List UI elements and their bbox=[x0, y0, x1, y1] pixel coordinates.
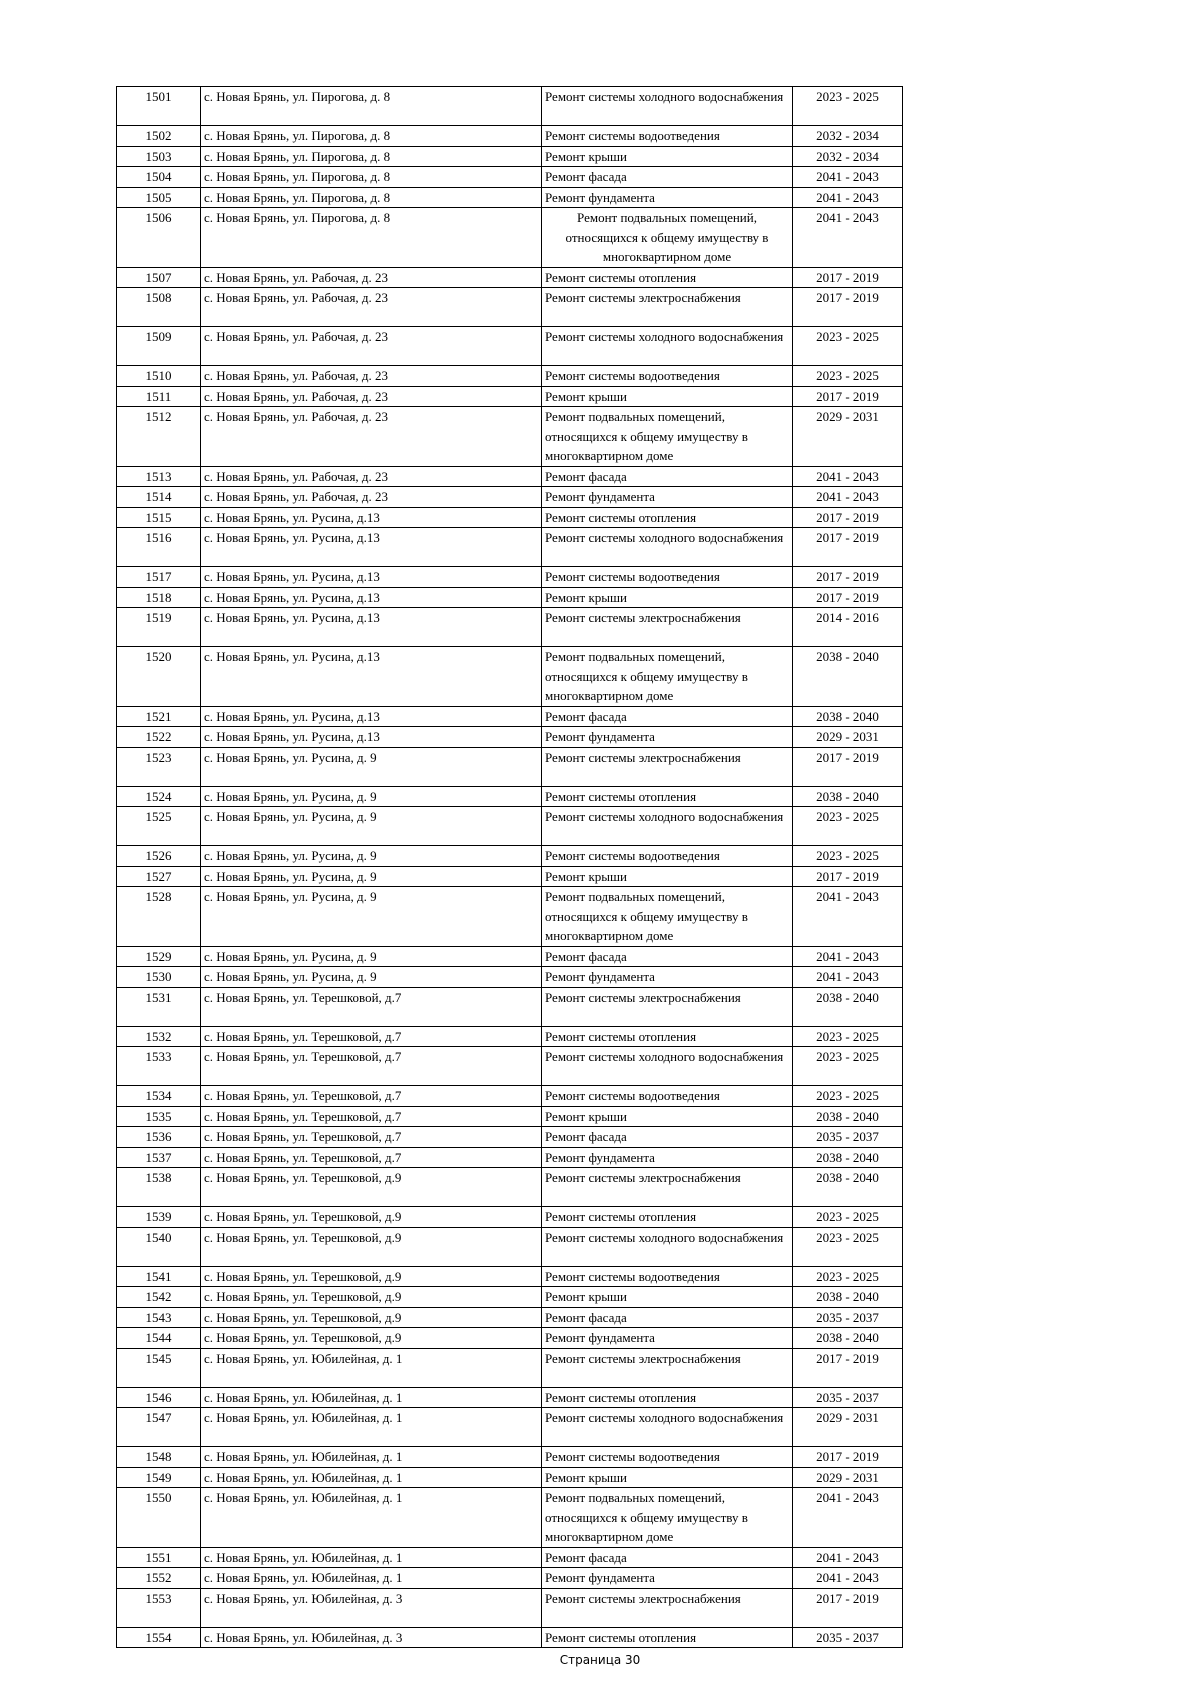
table-row bbox=[117, 208, 903, 268]
table-row bbox=[117, 366, 903, 387]
table-row bbox=[117, 1266, 903, 1287]
period-cell: 2041 - 2043 bbox=[793, 946, 903, 967]
table-row bbox=[117, 608, 903, 647]
work-type-cell: Ремонт фасада bbox=[542, 1307, 793, 1328]
address-cell: с. Новая Брянь, ул. Терешковой, д.7 bbox=[201, 1026, 542, 1047]
row-number: 1529 bbox=[117, 946, 201, 967]
work-type-cell: Ремонт крыши bbox=[542, 386, 793, 407]
row-number: 1539 bbox=[117, 1207, 201, 1228]
row-number: 1533 bbox=[117, 1047, 201, 1086]
address-cell: с. Новая Брянь, ул. Терешковой, д.9 bbox=[201, 1287, 542, 1308]
row-number: 1510 bbox=[117, 366, 201, 387]
table-row bbox=[117, 1348, 903, 1387]
address-cell: с. Новая Брянь, ул. Рабочая, д. 23 bbox=[201, 407, 542, 467]
address-cell: с. Новая Брянь, ул. Юбилейная, д. 1 bbox=[201, 1488, 542, 1548]
table-row bbox=[117, 126, 903, 147]
row-number: 1517 bbox=[117, 567, 201, 588]
work-type-cell: Ремонт крыши bbox=[542, 866, 793, 887]
address-cell: с. Новая Брянь, ул. Рабочая, д. 23 bbox=[201, 386, 542, 407]
address-cell: с. Новая Брянь, ул. Русина, д. 9 bbox=[201, 846, 542, 867]
address-cell: с. Новая Брянь, ул. Пирогова, д. 8 bbox=[201, 87, 542, 126]
table-row bbox=[117, 1086, 903, 1107]
address-cell: с. Новая Брянь, ул. Пирогова, д. 8 bbox=[201, 126, 542, 147]
work-type-cell: Ремонт подвальных помещений, относящихся к общему имуществу в многоквартирном доме bbox=[542, 647, 793, 707]
row-number: 1531 bbox=[117, 987, 201, 1026]
row-number: 1518 bbox=[117, 587, 201, 608]
table-row bbox=[117, 466, 903, 487]
address-cell: с. Новая Брянь, ул. Юбилейная, д. 1 bbox=[201, 1387, 542, 1408]
address-cell: с. Новая Брянь, ул. Русина, д. 9 bbox=[201, 786, 542, 807]
row-number: 1514 bbox=[117, 487, 201, 508]
table-row bbox=[117, 267, 903, 288]
address-cell: с. Новая Брянь, ул. Пирогова, д. 8 bbox=[201, 167, 542, 188]
row-number: 1513 bbox=[117, 466, 201, 487]
table-row bbox=[117, 1568, 903, 1589]
period-cell: 2035 - 2037 bbox=[793, 1307, 903, 1328]
table-row bbox=[117, 1588, 903, 1627]
address-cell: с. Новая Брянь, ул. Пирогова, д. 8 bbox=[201, 146, 542, 167]
work-type-cell: Ремонт системы холодного водоснабжения bbox=[542, 1408, 793, 1447]
row-number: 1511 bbox=[117, 386, 201, 407]
table-row bbox=[117, 167, 903, 188]
row-number: 1502 bbox=[117, 126, 201, 147]
row-number: 1509 bbox=[117, 327, 201, 366]
work-type-cell: Ремонт крыши bbox=[542, 1467, 793, 1488]
work-type-cell: Ремонт подвальных помещений, относящихся к общему имуществу в многоквартирном доме bbox=[542, 1488, 793, 1548]
work-type-cell: Ремонт системы холодного водоснабжения bbox=[542, 87, 793, 126]
address-cell: с. Новая Брянь, ул. Русина, д. 9 bbox=[201, 946, 542, 967]
address-cell: с. Новая Брянь, ул. Терешковой, д.9 bbox=[201, 1168, 542, 1207]
address-cell: с. Новая Брянь, ул. Терешковой, д.7 bbox=[201, 1127, 542, 1148]
work-type-cell: Ремонт системы холодного водоснабжения bbox=[542, 327, 793, 366]
row-number: 1512 bbox=[117, 407, 201, 467]
period-cell: 2035 - 2037 bbox=[793, 1627, 903, 1648]
row-number: 1538 bbox=[117, 1168, 201, 1207]
work-type-cell: Ремонт фасада bbox=[542, 706, 793, 727]
work-type-cell: Ремонт фасада bbox=[542, 946, 793, 967]
table-row bbox=[117, 187, 903, 208]
row-number: 1545 bbox=[117, 1348, 201, 1387]
work-type-cell: Ремонт фасада bbox=[542, 1547, 793, 1568]
row-number: 1504 bbox=[117, 167, 201, 188]
table-row bbox=[117, 1168, 903, 1207]
work-type-cell: Ремонт фундамента bbox=[542, 487, 793, 508]
work-type-cell: Ремонт системы холодного водоснабжения bbox=[542, 528, 793, 567]
table-row bbox=[117, 1287, 903, 1308]
period-cell: 2035 - 2037 bbox=[793, 1127, 903, 1148]
row-number: 1516 bbox=[117, 528, 201, 567]
address-cell: с. Новая Брянь, ул. Пирогова, д. 8 bbox=[201, 208, 542, 268]
address-cell: с. Новая Брянь, ул. Русина, д.13 bbox=[201, 608, 542, 647]
period-cell: 2023 - 2025 bbox=[793, 1086, 903, 1107]
row-number: 1524 bbox=[117, 786, 201, 807]
row-number: 1527 bbox=[117, 866, 201, 887]
period-cell: 2038 - 2040 bbox=[793, 987, 903, 1026]
period-cell: 2041 - 2043 bbox=[793, 1488, 903, 1548]
work-type-cell: Ремонт системы электроснабжения bbox=[542, 987, 793, 1026]
address-cell: с. Новая Брянь, ул. Рабочая, д. 23 bbox=[201, 366, 542, 387]
address-cell: с. Новая Брянь, ул. Русина, д. 9 bbox=[201, 747, 542, 786]
address-cell: с. Новая Брянь, ул. Рабочая, д. 23 bbox=[201, 288, 542, 327]
work-type-cell: Ремонт системы электроснабжения bbox=[542, 1348, 793, 1387]
work-type-cell: Ремонт фундамента bbox=[542, 1147, 793, 1168]
period-cell: 2038 - 2040 bbox=[793, 1328, 903, 1349]
table-row bbox=[117, 727, 903, 748]
period-cell: 2041 - 2043 bbox=[793, 1547, 903, 1568]
row-number: 1535 bbox=[117, 1106, 201, 1127]
address-cell: с. Новая Брянь, ул. Русина, д.13 bbox=[201, 567, 542, 588]
table-row bbox=[117, 386, 903, 407]
work-type-cell: Ремонт системы холодного водоснабжения bbox=[542, 1227, 793, 1266]
table-row bbox=[117, 587, 903, 608]
period-cell: 2029 - 2031 bbox=[793, 1467, 903, 1488]
address-cell: с. Новая Брянь, ул. Рабочая, д. 23 bbox=[201, 327, 542, 366]
row-number: 1548 bbox=[117, 1447, 201, 1468]
address-cell: с. Новая Брянь, ул. Юбилейная, д. 1 bbox=[201, 1568, 542, 1589]
address-cell: с. Новая Брянь, ул. Русина, д. 9 bbox=[201, 887, 542, 947]
address-cell: с. Новая Брянь, ул. Терешковой, д.7 bbox=[201, 1106, 542, 1127]
address-cell: с. Новая Брянь, ул. Русина, д.13 bbox=[201, 706, 542, 727]
work-type-cell: Ремонт крыши bbox=[542, 1287, 793, 1308]
work-type-cell: Ремонт системы отопления bbox=[542, 1387, 793, 1408]
work-type-cell: Ремонт подвальных помещений, относящихся к общему имуществу в многоквартирном доме bbox=[542, 887, 793, 947]
row-number: 1542 bbox=[117, 1287, 201, 1308]
table-row bbox=[117, 146, 903, 167]
row-number: 1546 bbox=[117, 1387, 201, 1408]
period-cell: 2041 - 2043 bbox=[793, 887, 903, 947]
work-type-cell: Ремонт фундамента bbox=[542, 727, 793, 748]
table-row bbox=[117, 1227, 903, 1266]
table-row bbox=[117, 1627, 903, 1648]
work-type-cell: Ремонт системы отопления bbox=[542, 267, 793, 288]
address-cell: с. Новая Брянь, ул. Русина, д. 9 bbox=[201, 866, 542, 887]
address-cell: с. Новая Брянь, ул. Пирогова, д. 8 bbox=[201, 187, 542, 208]
period-cell: 2029 - 2031 bbox=[793, 1408, 903, 1447]
work-type-cell: Ремонт системы водоотведения bbox=[542, 846, 793, 867]
period-cell: 2017 - 2019 bbox=[793, 528, 903, 567]
row-number: 1554 bbox=[117, 1627, 201, 1648]
period-cell: 2023 - 2025 bbox=[793, 1047, 903, 1086]
period-cell: 2023 - 2025 bbox=[793, 327, 903, 366]
period-cell: 2041 - 2043 bbox=[793, 487, 903, 508]
row-number: 1552 bbox=[117, 1568, 201, 1589]
period-cell: 2038 - 2040 bbox=[793, 1287, 903, 1308]
period-cell: 2035 - 2037 bbox=[793, 1387, 903, 1408]
row-number: 1521 bbox=[117, 706, 201, 727]
row-number: 1507 bbox=[117, 267, 201, 288]
period-cell: 2041 - 2043 bbox=[793, 187, 903, 208]
work-type-cell: Ремонт системы холодного водоснабжения bbox=[542, 1047, 793, 1086]
period-cell: 2041 - 2043 bbox=[793, 167, 903, 188]
period-cell: 2023 - 2025 bbox=[793, 807, 903, 846]
table-row bbox=[117, 1106, 903, 1127]
address-cell: с. Новая Брянь, ул. Терешковой, д.9 bbox=[201, 1266, 542, 1287]
row-number: 1520 bbox=[117, 647, 201, 707]
row-number: 1532 bbox=[117, 1026, 201, 1047]
row-number: 1534 bbox=[117, 1086, 201, 1107]
work-type-cell: Ремонт системы водоотведения bbox=[542, 567, 793, 588]
work-type-cell: Ремонт системы водоотведения bbox=[542, 1266, 793, 1287]
period-cell: 2038 - 2040 bbox=[793, 786, 903, 807]
row-number: 1528 bbox=[117, 887, 201, 947]
period-cell: 2017 - 2019 bbox=[793, 288, 903, 327]
period-cell: 2023 - 2025 bbox=[793, 1026, 903, 1047]
work-type-cell: Ремонт фасада bbox=[542, 167, 793, 188]
address-cell: с. Новая Брянь, ул. Юбилейная, д. 1 bbox=[201, 1348, 542, 1387]
work-type-cell: Ремонт системы отопления bbox=[542, 1207, 793, 1228]
work-type-cell: Ремонт системы электроснабжения bbox=[542, 1168, 793, 1207]
address-cell: с. Новая Брянь, ул. Русина, д.13 bbox=[201, 528, 542, 567]
row-number: 1506 bbox=[117, 208, 201, 268]
row-number: 1508 bbox=[117, 288, 201, 327]
period-cell: 2017 - 2019 bbox=[793, 507, 903, 528]
period-cell: 2023 - 2025 bbox=[793, 87, 903, 126]
work-type-cell: Ремонт системы холодного водоснабжения bbox=[542, 807, 793, 846]
table-row bbox=[117, 1328, 903, 1349]
period-cell: 2038 - 2040 bbox=[793, 1147, 903, 1168]
row-number: 1549 bbox=[117, 1467, 201, 1488]
address-cell: с. Новая Брянь, ул. Терешковой, д.9 bbox=[201, 1207, 542, 1228]
row-number: 1526 bbox=[117, 846, 201, 867]
table-row bbox=[117, 288, 903, 327]
table-row bbox=[117, 487, 903, 508]
table-row bbox=[117, 507, 903, 528]
period-cell: 2023 - 2025 bbox=[793, 1207, 903, 1228]
table-row bbox=[117, 946, 903, 967]
work-type-cell: Ремонт системы электроснабжения bbox=[542, 288, 793, 327]
period-cell: 2029 - 2031 bbox=[793, 407, 903, 467]
table-row bbox=[117, 1447, 903, 1468]
row-number: 1547 bbox=[117, 1408, 201, 1447]
address-cell: с. Новая Брянь, ул. Терешковой, д.9 bbox=[201, 1328, 542, 1349]
address-cell: с. Новая Брянь, ул. Русина, д.13 bbox=[201, 587, 542, 608]
period-cell: 2017 - 2019 bbox=[793, 1588, 903, 1627]
table-row bbox=[117, 1547, 903, 1568]
row-number: 1536 bbox=[117, 1127, 201, 1148]
table-row bbox=[117, 747, 903, 786]
row-number: 1537 bbox=[117, 1147, 201, 1168]
period-cell: 2017 - 2019 bbox=[793, 747, 903, 786]
work-type-cell: Ремонт системы отопления bbox=[542, 507, 793, 528]
period-cell: 2023 - 2025 bbox=[793, 1266, 903, 1287]
work-type-cell: Ремонт фундамента bbox=[542, 1328, 793, 1349]
period-cell: 2023 - 2025 bbox=[793, 366, 903, 387]
table-row bbox=[117, 967, 903, 988]
period-cell: 2038 - 2040 bbox=[793, 1106, 903, 1127]
period-cell: 2041 - 2043 bbox=[793, 466, 903, 487]
page-number: Страница 30 bbox=[559, 1653, 641, 1667]
table-body bbox=[117, 87, 903, 1648]
table-row bbox=[117, 807, 903, 846]
row-number: 1523 bbox=[117, 747, 201, 786]
address-cell: с. Новая Брянь, ул. Юбилейная, д. 3 bbox=[201, 1588, 542, 1627]
period-cell: 2032 - 2034 bbox=[793, 126, 903, 147]
table-row bbox=[117, 706, 903, 727]
work-type-cell: Ремонт крыши bbox=[542, 1106, 793, 1127]
work-type-cell: Ремонт системы отопления bbox=[542, 786, 793, 807]
address-cell: с. Новая Брянь, ул. Русина, д. 9 bbox=[201, 967, 542, 988]
period-cell: 2017 - 2019 bbox=[793, 267, 903, 288]
table-row bbox=[117, 567, 903, 588]
row-number: 1519 bbox=[117, 608, 201, 647]
address-cell: с. Новая Брянь, ул. Русина, д.13 bbox=[201, 727, 542, 748]
address-cell: с. Новая Брянь, ул. Терешковой, д.9 bbox=[201, 1227, 542, 1266]
period-cell: 2038 - 2040 bbox=[793, 647, 903, 707]
row-number: 1501 bbox=[117, 87, 201, 126]
period-cell: 2041 - 2043 bbox=[793, 208, 903, 268]
period-cell: 2032 - 2034 bbox=[793, 146, 903, 167]
work-type-cell: Ремонт фундамента bbox=[542, 187, 793, 208]
period-cell: 2041 - 2043 bbox=[793, 1568, 903, 1589]
table-row bbox=[117, 846, 903, 867]
row-number: 1544 bbox=[117, 1328, 201, 1349]
row-number: 1515 bbox=[117, 507, 201, 528]
work-type-cell: Ремонт фасада bbox=[542, 466, 793, 487]
work-type-cell: Ремонт системы водоотведения bbox=[542, 366, 793, 387]
work-type-cell: Ремонт системы отопления bbox=[542, 1026, 793, 1047]
period-cell: 2014 - 2016 bbox=[793, 608, 903, 647]
period-cell: 2029 - 2031 bbox=[793, 727, 903, 748]
work-type-cell: Ремонт системы электроснабжения bbox=[542, 747, 793, 786]
row-number: 1540 bbox=[117, 1227, 201, 1266]
table-row bbox=[117, 1207, 903, 1228]
work-type-cell: Ремонт системы электроснабжения bbox=[542, 608, 793, 647]
table-row bbox=[117, 786, 903, 807]
period-cell: 2041 - 2043 bbox=[793, 967, 903, 988]
period-cell: 2017 - 2019 bbox=[793, 587, 903, 608]
address-cell: с. Новая Брянь, ул. Рабочая, д. 23 bbox=[201, 267, 542, 288]
period-cell: 2017 - 2019 bbox=[793, 386, 903, 407]
address-cell: с. Новая Брянь, ул. Русина, д.13 bbox=[201, 507, 542, 528]
period-cell: 2017 - 2019 bbox=[793, 567, 903, 588]
address-cell: с. Новая Брянь, ул. Рабочая, д. 23 bbox=[201, 466, 542, 487]
row-number: 1553 bbox=[117, 1588, 201, 1627]
period-cell: 2038 - 2040 bbox=[793, 706, 903, 727]
row-number: 1525 bbox=[117, 807, 201, 846]
table-row bbox=[117, 327, 903, 366]
period-cell: 2017 - 2019 bbox=[793, 866, 903, 887]
period-cell: 2017 - 2019 bbox=[793, 1447, 903, 1468]
table-row bbox=[117, 1467, 903, 1488]
table-row bbox=[117, 887, 903, 947]
work-type-cell: Ремонт фундамента bbox=[542, 1568, 793, 1589]
period-cell: 2023 - 2025 bbox=[793, 1227, 903, 1266]
address-cell: с. Новая Брянь, ул. Русина, д.13 bbox=[201, 647, 542, 707]
work-type-cell: Ремонт подвальных помещений, относящихся к общему имуществу в многоквартирном доме bbox=[542, 208, 793, 268]
work-type-cell: Ремонт крыши bbox=[542, 146, 793, 167]
period-cell: 2023 - 2025 bbox=[793, 846, 903, 867]
table-row bbox=[117, 407, 903, 467]
work-type-cell: Ремонт фасада bbox=[542, 1127, 793, 1148]
work-type-cell: Ремонт фундамента bbox=[542, 967, 793, 988]
address-cell: с. Новая Брянь, ул. Терешковой, д.7 bbox=[201, 1086, 542, 1107]
row-number: 1503 bbox=[117, 146, 201, 167]
table-row bbox=[117, 1147, 903, 1168]
address-cell: с. Новая Брянь, ул. Юбилейная, д. 1 bbox=[201, 1408, 542, 1447]
address-cell: с. Новая Брянь, ул. Терешковой, д.7 bbox=[201, 987, 542, 1026]
row-number: 1550 bbox=[117, 1488, 201, 1548]
row-number: 1541 bbox=[117, 1266, 201, 1287]
work-type-cell: Ремонт крыши bbox=[542, 587, 793, 608]
table-row bbox=[117, 1488, 903, 1548]
table-row bbox=[117, 1307, 903, 1328]
address-cell: с. Новая Брянь, ул. Терешковой, д.7 bbox=[201, 1047, 542, 1086]
period-cell: 2038 - 2040 bbox=[793, 1168, 903, 1207]
work-type-cell: Ремонт подвальных помещений, относящихся к общему имуществу в многоквартирном доме bbox=[542, 407, 793, 467]
address-cell: с. Новая Брянь, ул. Терешковой, д.9 bbox=[201, 1307, 542, 1328]
work-type-cell: Ремонт системы водоотведения bbox=[542, 1086, 793, 1107]
period-cell: 2017 - 2019 bbox=[793, 1348, 903, 1387]
row-number: 1543 bbox=[117, 1307, 201, 1328]
table-row bbox=[117, 987, 903, 1026]
address-cell: с. Новая Брянь, ул. Русина, д. 9 bbox=[201, 807, 542, 846]
address-cell: с. Новая Брянь, ул. Юбилейная, д. 3 bbox=[201, 1627, 542, 1648]
work-type-cell: Ремонт системы водоотведения bbox=[542, 126, 793, 147]
table-row bbox=[117, 1047, 903, 1086]
work-type-cell: Ремонт системы водоотведения bbox=[542, 1447, 793, 1468]
address-cell: с. Новая Брянь, ул. Юбилейная, д. 1 bbox=[201, 1447, 542, 1468]
work-type-cell: Ремонт системы отопления bbox=[542, 1627, 793, 1648]
table-row bbox=[117, 528, 903, 567]
row-number: 1505 bbox=[117, 187, 201, 208]
table-row bbox=[117, 1408, 903, 1447]
address-cell: с. Новая Брянь, ул. Юбилейная, д. 1 bbox=[201, 1467, 542, 1488]
table-row bbox=[117, 647, 903, 707]
table-row bbox=[117, 1127, 903, 1148]
row-number: 1530 bbox=[117, 967, 201, 988]
work-type-cell: Ремонт системы электроснабжения bbox=[542, 1588, 793, 1627]
table-row bbox=[117, 87, 903, 126]
address-cell: с. Новая Брянь, ул. Юбилейная, д. 1 bbox=[201, 1547, 542, 1568]
table-row bbox=[117, 866, 903, 887]
row-number: 1551 bbox=[117, 1547, 201, 1568]
work-schedule-table bbox=[116, 86, 903, 1648]
row-number: 1522 bbox=[117, 727, 201, 748]
table-row bbox=[117, 1387, 903, 1408]
address-cell: с. Новая Брянь, ул. Терешковой, д.7 bbox=[201, 1147, 542, 1168]
address-cell: с. Новая Брянь, ул. Рабочая, д. 23 bbox=[201, 487, 542, 508]
table-row bbox=[117, 1026, 903, 1047]
